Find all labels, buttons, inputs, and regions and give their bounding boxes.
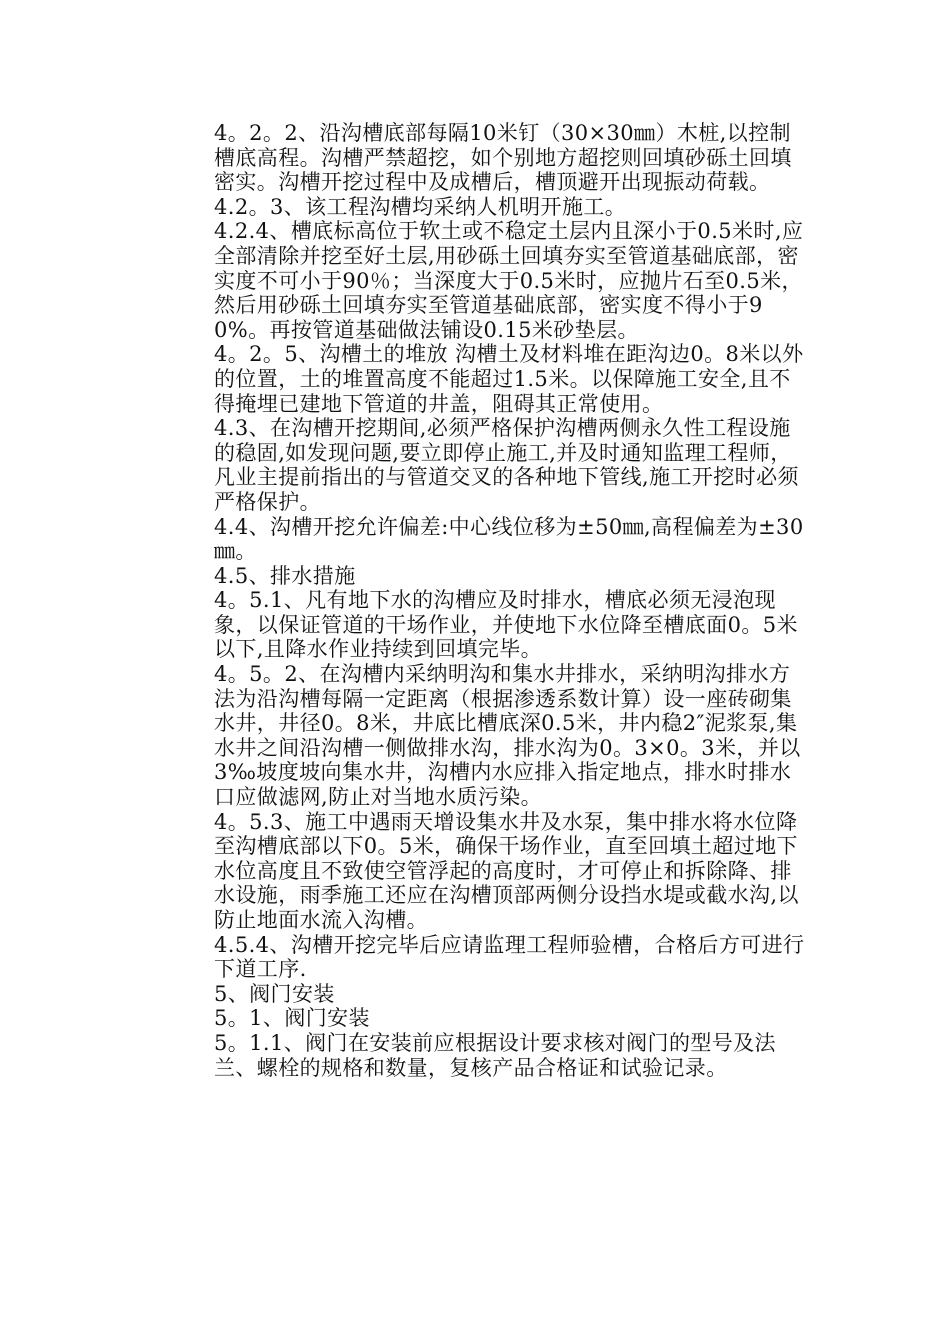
paragraph-4-2-5: 4。2。5、沟槽土的堆放 沟槽土及材料堆在距沟边0。8米以外的位置，土的堆置高度不能超过1.5米。以保障施工安全,且不得掩埋已建地下管道的井盖，阻碍其正常使用。 [214,342,804,416]
paragraph-4-5-4: 4.5.4、沟槽开挖完毕后应请监理工程师验槽，合格后方可进行下道工序. [214,932,805,982]
paragraph-4-2-3: 4.2。3、该工程沟槽均采纳人机明开施工。 [214,194,627,219]
document-body [214,121,810,1080]
paragraph-4-4: 4.4、沟槽开挖允许偏差:中心线位移为±50㎜,高程偏差为±30㎜。 [214,514,804,564]
paragraph-4-5-1: 4。5.1、凡有地下水的沟槽应及时排水，槽底必须无浸泡现象，以保证管道的干场作业，并使地下水位降至槽底面0。5米以下,且降水作业持续到回填完毕。 [214,588,798,662]
paragraph-4-3: 4.3、在沟槽开挖期间,必须严格保护沟槽两侧永久性工程设施的稳固,如发现问题,要立即停止施工,并及时通知监理工程师，凡业主提前指出的与管道交叉的各种地下管线,施工开挖时必须严格保护。 [214,416,799,514]
paragraph-5-1-1: 5。1.1、阀门在安装前应根据设计要求核对阀门的型号及法兰、螺栓的规格和数量，复核产品合格证和试验记录。 [214,1030,776,1080]
paragraph-4-5-2: 4。5。2、在沟槽内采纳明沟和集水井排水，采纳明沟排水方法为沿沟槽每隔一定距离（根据渗透系数计算）设一座砖砌集水井，井径0。8米，井底比槽底深0.5米，井内稳2″泥浆泵,集水井之间沿沟槽一侧做排水沟，排水沟为0。3×0。3米，并以3‰坡度坡向集水井，沟槽内水应排入指定地点，排水时排水口应做滤网,防止对当地水质污染。 [214,662,801,810]
paragraph-4-2-2: 4。2。2、沿沟槽底部每隔10米钉（30×30㎜）木桩,以控制槽底高程。沟槽严禁超挖，如个别地方超挖则回填砂砾土回填密实。沟槽开挖过程中及成槽后，槽顶避开出现振动荷载。 [214,121,792,195]
paragraph-4-5-3: 4。5.3、施工中遇雨天增设集水井及水泵，集中排水将水位降至沟槽底部以下0。5米，确保干场作业，直至回填土超过地下水位高度且不致使空管浮起的高度时，才可停止和拆除降、排水设施，雨季施工还应在沟槽顶部两侧分设挡水堤或截水沟,以防止地面水流入沟槽。 [214,809,799,932]
heading-5: 5、阀门安装 [214,981,335,1006]
heading-4-5: 4.5、排水措施 [214,563,356,588]
heading-5-1: 5。1、阀门安装 [214,1006,370,1031]
paragraph-4-2-4: 4.2.4、槽底标高位于软土或不稳定土层内且深小于0.5米时,应全部清除并挖至好土层,用砂砾土回填夯实至管道基础底部，密实度不可小于90％；当深度大于0.5米时，应抛片石至0.5米，然后用砂砾土回填夯实至管道基础底部，密实度不得小于90%。再按管道基础做法铺设0.15米砂垫层。 [214,219,804,342]
